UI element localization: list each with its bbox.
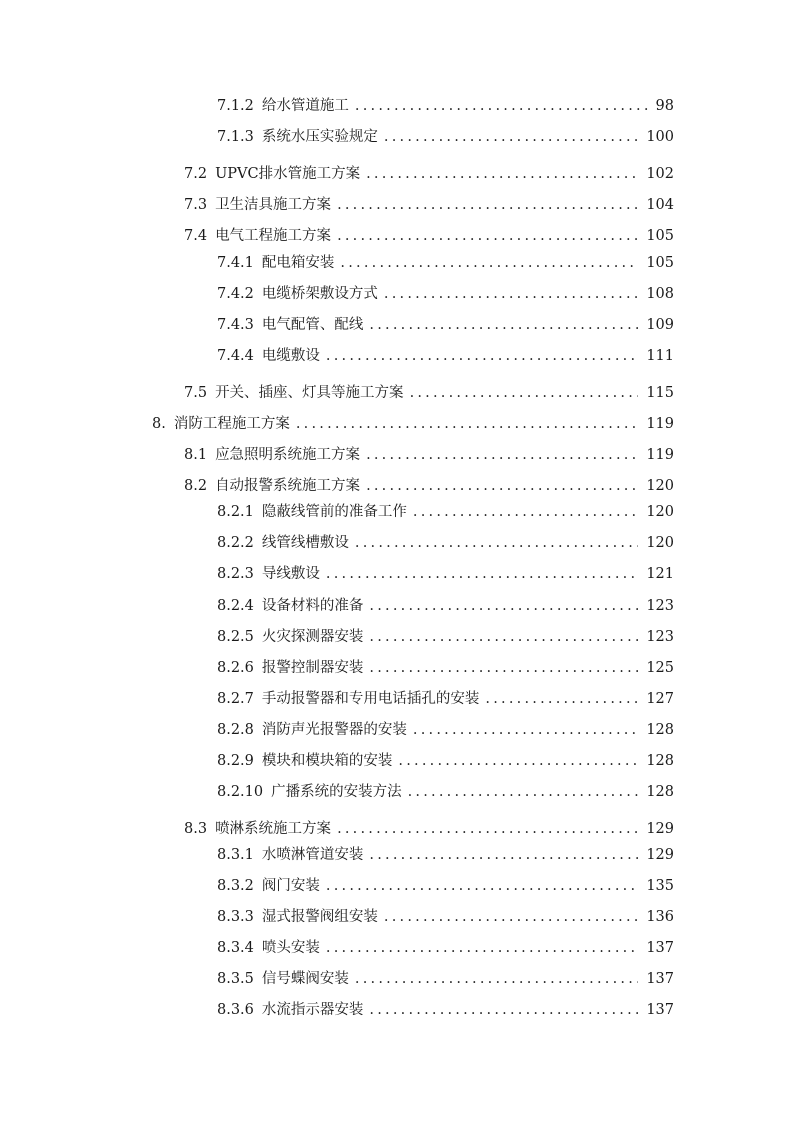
toc-entry-8-2-9[interactable] [217, 751, 674, 771]
toc-entry-8-3-1[interactable] [217, 845, 674, 865]
toc-page-number: 105 [646, 228, 674, 244]
toc-number: 8.2.7 [217, 691, 254, 707]
toc-page-number: 119 [646, 447, 674, 463]
toc-page-number: 136 [646, 909, 674, 925]
toc-title: 系统水压实验规定 [261, 129, 378, 145]
toc-leader-dots [413, 502, 638, 522]
toc-entry-8-3-6[interactable] [217, 1000, 674, 1020]
toc-page-number: 123 [646, 598, 674, 614]
toc-page-number: 108 [646, 286, 674, 302]
toc-title: 湿式报警阀组安装 [261, 909, 378, 925]
toc-page-number: 135 [646, 878, 674, 894]
toc-entry-8-2-6[interactable] [217, 658, 674, 678]
toc-entry-8-2-4[interactable] [217, 596, 674, 616]
toc-number: 8.1 [184, 447, 208, 463]
toc-number: 7.4.2 [217, 286, 254, 302]
toc-leader-dots [326, 876, 638, 896]
toc-leader-dots [384, 284, 638, 304]
toc-leader-dots [369, 1000, 638, 1020]
toc-title: 信号蝶阀安装 [261, 971, 349, 987]
toc-leader-dots [384, 127, 638, 147]
toc-entry-8-3[interactable] [184, 819, 674, 839]
toc-entry-7-1-2[interactable] [217, 96, 674, 116]
toc-entry-8-2-1[interactable] [217, 502, 674, 522]
toc-page-number: 125 [646, 660, 674, 676]
toc-leader-dots [355, 533, 638, 553]
toc-entry-8-3-4[interactable] [217, 938, 674, 958]
toc-entry-8-2-5[interactable] [217, 627, 674, 647]
toc-page-number: 129 [646, 847, 674, 863]
toc-leader-dots [369, 596, 638, 616]
toc-title: 配电箱安装 [261, 255, 335, 271]
toc-page-number: 128 [646, 722, 674, 738]
toc-leader-dots [369, 658, 638, 678]
toc-title: 喷淋系统施工方案 [215, 821, 332, 837]
toc-page-number: 123 [646, 629, 674, 645]
toc-title: 报警控制器安装 [261, 660, 364, 676]
toc-number: 8.2.2 [217, 535, 254, 551]
toc-entry-8-2-3[interactable] [217, 564, 674, 584]
toc-number: 8.2.1 [217, 504, 254, 520]
toc-page-number: 102 [646, 166, 674, 182]
toc-title: 消防工程施工方案 [173, 416, 290, 432]
toc-number: 8.2.10 [217, 784, 264, 800]
toc-title: 电缆敷设 [261, 348, 320, 364]
toc-number: 8. [152, 416, 166, 432]
toc-page-number: 127 [646, 691, 674, 707]
toc-entry-7-1-3[interactable] [217, 127, 674, 147]
toc-leader-dots [366, 476, 638, 496]
toc-page-number: 128 [646, 784, 674, 800]
toc-leader-dots [337, 819, 638, 839]
toc-page-number: 120 [646, 504, 674, 520]
toc-entry-8-2-10[interactable] [217, 782, 674, 802]
toc-number: 7.4.3 [217, 317, 254, 333]
toc-page-number: 98 [655, 98, 674, 114]
toc-title: 电气工程施工方案 [215, 228, 332, 244]
toc-title: 电气配管、配线 [261, 317, 364, 333]
toc-page-number: 105 [646, 255, 674, 271]
toc-page-number: 137 [646, 940, 674, 956]
toc-title: 电缆桥架敷设方式 [261, 286, 378, 302]
toc-leader-dots [326, 346, 638, 366]
toc-entry-8-2-7[interactable] [217, 689, 674, 709]
toc-leader-dots [326, 564, 638, 584]
toc-entry-7-4-4[interactable] [217, 346, 674, 366]
toc-number: 8.2.6 [217, 660, 254, 676]
toc-title: 水喷淋管道安装 [261, 847, 364, 863]
toc-entry-8[interactable] [152, 414, 674, 434]
toc-number: 7.2 [184, 166, 208, 182]
toc-title: 开关、插座、灯具等施工方案 [215, 385, 404, 401]
toc-number: 7.4.1 [217, 255, 254, 271]
toc-entry-8-1[interactable] [184, 445, 674, 465]
toc-number: 7.4.4 [217, 348, 254, 364]
toc-entry-8-2-2[interactable] [217, 533, 674, 553]
toc-number: 8.3.5 [217, 971, 254, 987]
toc-title: 导线敷设 [261, 566, 320, 582]
toc-leader-dots [408, 782, 639, 802]
toc-entry-8-3-2[interactable] [217, 876, 674, 896]
toc-title: 阀门安装 [261, 878, 320, 894]
toc-title: 线管线槽敷设 [261, 535, 349, 551]
toc-leader-dots [296, 414, 638, 434]
toc-leader-dots [355, 969, 638, 989]
toc-number: 8.3 [184, 821, 208, 837]
toc-page-number: 104 [646, 197, 674, 213]
toc-entry-7-3[interactable] [184, 195, 674, 215]
toc-entry-8-2-8[interactable] [217, 720, 674, 740]
toc-page-number: 100 [646, 129, 674, 145]
toc-number: 8.2.8 [217, 722, 254, 738]
toc-number: 7.1.2 [217, 98, 254, 114]
toc-leader-dots [413, 720, 638, 740]
toc-title: 火灾探测器安装 [261, 629, 364, 645]
toc-title: 自动报警系统施工方案 [215, 478, 361, 494]
toc-title: 给水管道施工 [261, 98, 349, 114]
toc-number: 8.2.4 [217, 598, 254, 614]
toc-title: 广播系统的安装方法 [271, 784, 402, 800]
toc-number: 8.2.3 [217, 566, 254, 582]
toc-page-number: 115 [646, 385, 674, 401]
toc-leader-dots [410, 383, 639, 403]
toc-page-number: 111 [646, 348, 674, 364]
toc-leader-dots [355, 96, 648, 116]
toc-leader-dots [369, 845, 638, 865]
toc-number: 7.3 [184, 197, 208, 213]
toc-leader-dots [337, 195, 638, 215]
toc-page-number: 109 [646, 317, 674, 333]
toc-leader-dots [369, 315, 638, 335]
toc-title: 喷头安装 [261, 940, 320, 956]
toc-leader-dots [366, 164, 638, 184]
toc-title: 应急照明系统施工方案 [215, 447, 361, 463]
toc-leader-dots [384, 907, 638, 927]
toc-number: 8.2.5 [217, 629, 254, 645]
toc-entry-8-3-3[interactable] [217, 907, 674, 927]
toc-page-number: 137 [646, 971, 674, 987]
toc-title: 设备材料的准备 [261, 598, 364, 614]
toc-title: 消防声光报警器的安装 [261, 722, 407, 738]
toc-entry-7-4-2[interactable] [217, 284, 674, 304]
toc-number: 8.2 [184, 478, 208, 494]
toc-number: 8.3.2 [217, 878, 254, 894]
toc-number: 8.3.3 [217, 909, 254, 925]
toc-title: 卫生洁具施工方案 [215, 197, 332, 213]
toc-entry-8-3-5[interactable] [217, 969, 674, 989]
toc-leader-dots [398, 751, 638, 771]
toc-page-number: 121 [646, 566, 674, 582]
toc-entry-7-4[interactable] [184, 226, 674, 246]
toc-number: 7.5 [184, 385, 208, 401]
toc-number: 7.4 [184, 228, 208, 244]
toc-page-number: 128 [646, 753, 674, 769]
toc-number: 8.3.1 [217, 847, 254, 863]
toc-leader-dots [337, 226, 638, 246]
toc-title: UPVC排水管施工方案 [215, 166, 361, 182]
toc-leader-dots [340, 253, 638, 273]
toc-title: 隐蔽线管前的准备工作 [261, 504, 407, 520]
toc-entry-7-4-1[interactable] [217, 253, 674, 273]
toc-leader-dots [326, 938, 638, 958]
toc-title: 手动报警器和专用电话插孔的安装 [261, 691, 480, 707]
toc-number: 8.3.4 [217, 940, 254, 956]
toc-number: 8.2.9 [217, 753, 254, 769]
toc-leader-dots [369, 627, 638, 647]
toc-page-number: 120 [646, 535, 674, 551]
toc-page-number: 137 [646, 1002, 674, 1018]
toc-entry-7-4-3[interactable] [217, 315, 674, 335]
toc-entry-8-2[interactable] [184, 476, 674, 496]
toc-page-number: 129 [646, 821, 674, 837]
toc-number: 7.1.3 [217, 129, 254, 145]
toc-leader-dots [485, 689, 638, 709]
toc-leader-dots [366, 445, 638, 465]
toc-entry-7-2[interactable] [184, 164, 674, 184]
toc-number: 8.3.6 [217, 1002, 254, 1018]
toc-page-number: 120 [646, 478, 674, 494]
toc-title: 模块和模块箱的安装 [261, 753, 393, 769]
toc-title: 水流指示器安装 [261, 1002, 364, 1018]
toc-entry-7-5[interactable] [184, 383, 674, 403]
toc-page-number: 119 [646, 416, 674, 432]
